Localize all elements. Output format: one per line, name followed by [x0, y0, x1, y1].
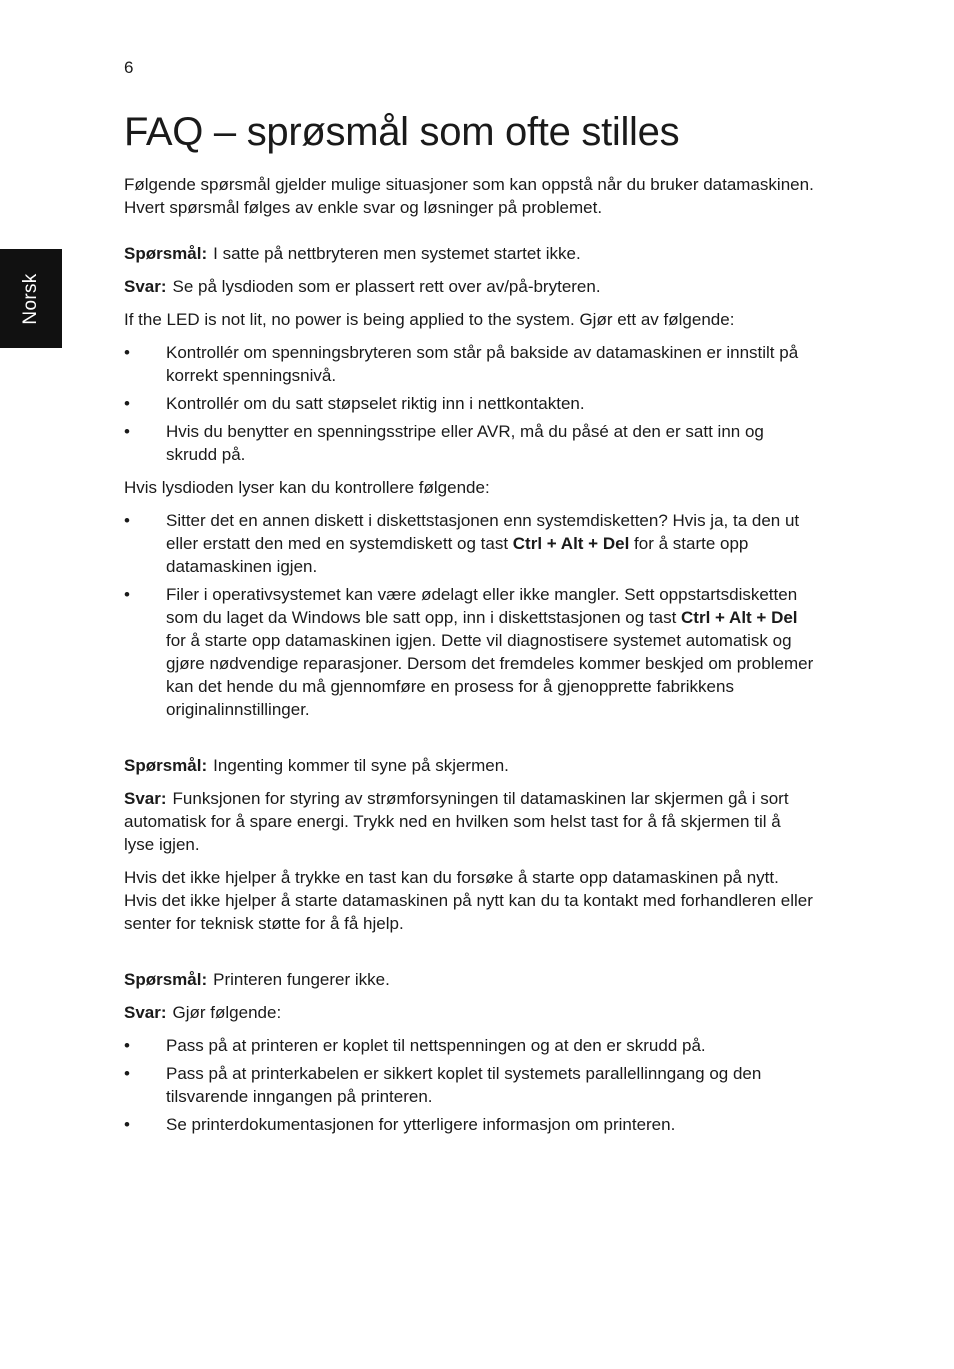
list-item: [124, 1113, 814, 1136]
faq3-answer-text: Gjør følgende:: [172, 1003, 282, 1022]
faq1-paragraph-2: Hvis lysdioden lyser kan du kontrollere følgende:: [124, 478, 490, 497]
language-tab: [0, 249, 62, 348]
faq-content: [124, 173, 814, 1146]
list-item-text: Pass på at printeren er koplet til nettspenningen og at den er skrudd på.: [166, 1036, 706, 1055]
faq1-answer-text: Se på lysdioden som er plassert rett over av/på-bryteren.: [172, 277, 601, 296]
list-item-text: Kontrollér om spenningsbryteren som står på bakside av datamaskinen er innstilt på korrekt spenningsnivå.: [166, 343, 799, 385]
list-item: [124, 509, 814, 578]
faq2-question: [124, 754, 814, 777]
intro-paragraph: Følgende spørsmål gjelder mulige situasjoner som kan oppstå når du bruker datamaskinen. Hvert spørsmål følges av enkle svar og løsninger på problemet.: [124, 175, 814, 217]
bullet: •: [124, 1115, 130, 1134]
language-tab-label: Norsk: [20, 273, 41, 325]
question-label: Spørsmål:: [124, 970, 208, 989]
faq2-answer-text: Funksjonen for styring av strømforsyningen til datamaskinen lar skjermen gå i sort automatisk for å spare energi. Trykk ned en hvilken som helst tast for å få skjermen til å lyse igjen.: [124, 789, 789, 854]
key-combination: Ctrl + Alt + Del: [512, 534, 630, 553]
list-item-text-before: Filer i operativsystemet kan være ødelagt eller ikke mangler. Sett oppstartsdisketten som du laget da Windows ble satt opp, inn i diskettstasjonen og tast: [166, 585, 798, 627]
answer-label: Svar:: [124, 277, 167, 296]
list-item-text: Se printerdokumentasjonen for ytterligere informasjon om printeren.: [166, 1115, 676, 1134]
faq1-list-2: [124, 509, 814, 721]
bullet: •: [124, 343, 130, 362]
faq1-question: [124, 242, 814, 265]
bullet: •: [124, 585, 130, 604]
list-item-text-after: for å starte opp datamaskinen igjen.: [166, 534, 749, 576]
faq3-answer: [124, 1001, 814, 1024]
faq2-question-text: Ingenting kommer til syne på skjermen.: [213, 756, 509, 775]
bullet: •: [124, 1036, 130, 1055]
bullet: •: [124, 422, 130, 441]
bullet: •: [124, 1064, 130, 1083]
faq1-paragraph-1: If the LED is not lit, no power is being applied to the system. Gjør ett av følgende:: [124, 310, 735, 329]
list-item-text-before: Sitter det en annen diskett i diskettstasjonen enn systemdisketten? Hvis ja, ta den ut eller erstatt den med en systemdiskett og tast: [166, 511, 800, 553]
list-item-text-after: for å starte opp datamaskinen igjen. Dette vil diagnostisere systemet automatisk og gjøre nødvendige reparasjoner. Dersom det fremdeles kommer beskjed om problemer kan det hende du må gjennomføre en prosess for å gjenopprette fabrikkens originalinnstillinger.: [166, 631, 814, 719]
faq1-list-1: [124, 341, 814, 466]
list-item-text: Hvis du benytter en spenningsstripe eller AVR, må du påsé at den er satt inn og skrudd på.: [166, 422, 764, 464]
bullet: •: [124, 511, 130, 530]
faq1-question-text: I satte på nettbryteren men systemet startet ikke.: [213, 244, 581, 263]
list-item: [124, 420, 814, 466]
question-label: Spørsmål:: [124, 756, 208, 775]
page-title: FAQ – sprøsmål som ofte stilles: [124, 110, 680, 154]
question-label: Spørsmål:: [124, 244, 208, 263]
list-item-text: Pass på at printerkabelen er sikkert koplet til systemets parallellinngang og den tilsvarende inngangen på printeren.: [166, 1064, 762, 1106]
list-item: [124, 341, 814, 387]
faq3-question-text: Printeren fungerer ikke.: [213, 970, 390, 989]
list-item: [124, 1034, 814, 1057]
faq2-answer: [124, 787, 814, 856]
answer-label: Svar:: [124, 1003, 167, 1022]
bullet: •: [124, 394, 130, 413]
faq1-answer: [124, 275, 814, 298]
answer-label: Svar:: [124, 789, 167, 808]
key-combination: Ctrl + Alt + Del: [681, 608, 798, 627]
list-item: [124, 583, 814, 721]
faq3-question: [124, 968, 814, 991]
page-number: 6: [124, 58, 134, 77]
faq3-list: [124, 1034, 814, 1136]
list-item-text: Kontrollér om du satt støpselet riktig inn i nettkontakten.: [166, 394, 585, 413]
list-item: [124, 1062, 814, 1108]
list-item: [124, 392, 814, 415]
faq2-paragraph: Hvis det ikke hjelper å trykke en tast kan du forsøke å starte opp datamaskinen på nytt. Hvis det ikke hjelper å starte datamaskinen på nytt kan du ta kontakt med forhandleren eller senter for teknisk støtte for å få hjelp.: [124, 868, 813, 933]
